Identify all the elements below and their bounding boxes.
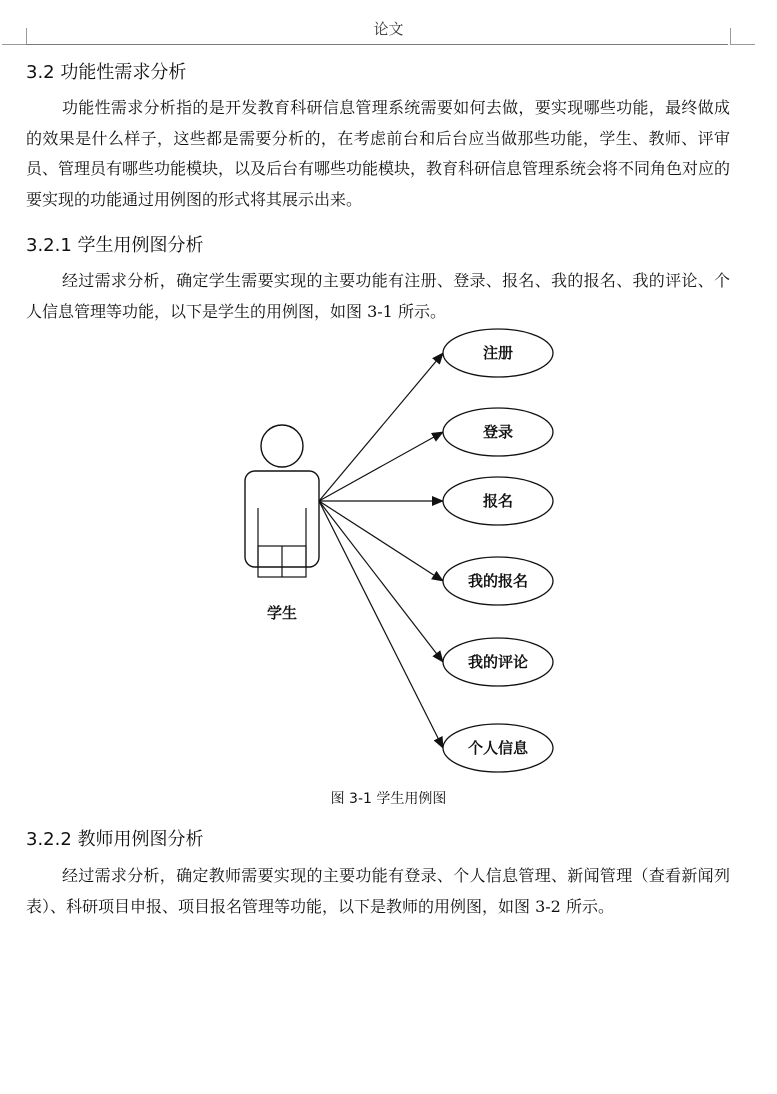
- section-heading-3-2: 3.2 功能性需求分析: [26, 62, 187, 83]
- section-body-3-2: 功能性需求分析指的是开发教育科研信息管理系统需要如何去做，要实现哪些功能，最终做成的效果是什么样子，这些都是需要分析的，在考虑前台和后台应当做那些功能，学生、教师、评审员、管理员有哪些功能模块，以及后台有哪些功能模块，教育科研信息管理系统会将不同角色对应的要实现的功能通过用例图的形式将其展示出来。: [26, 98, 731, 209]
- section-body-3-2-1: 经过需求分析，确定学生需要实现的主要功能有注册、登录、报名、我的报名、我的评论、个人信息管理等功能，以下是学生的用例图，如图 3-1 所示。: [26, 271, 730, 321]
- use-case-label: 注册: [482, 344, 514, 362]
- use-case-group: [319, 329, 553, 772]
- section-heading-3-2-1: 3.2.1 学生用例图分析: [26, 235, 204, 256]
- association-arrow: [319, 353, 443, 501]
- actor-head: [261, 425, 303, 467]
- use-case-label: 报名: [482, 492, 514, 510]
- actor-figure: [245, 425, 319, 577]
- association-arrow: [319, 501, 443, 748]
- association-arrow: [319, 501, 443, 581]
- use-case-label: 个人信息: [467, 739, 529, 757]
- header-rule: [26, 44, 728, 45]
- section-body-3-2-2: 经过需求分析，确定教师需要实现的主要功能有登录、个人信息管理、新闻管理（查看新闻列表）、科研项目申报、项目报名管理等功能，以下是教师的用例图，如图 3-2 所示。: [26, 866, 730, 916]
- figure-caption: 图 3-1 学生用例图: [330, 791, 447, 807]
- use-case-label: 登录: [482, 423, 514, 441]
- association-arrow: [319, 501, 443, 662]
- section-heading-3-2-2: 3.2.2 教师用例图分析: [26, 829, 204, 850]
- actor-label: 学生: [266, 604, 298, 622]
- page-header-title: 论文: [373, 20, 404, 38]
- association-arrow: [319, 432, 443, 501]
- margin-corner-mark-left: [2, 28, 27, 45]
- student-use-case-diagram: [0, 320, 777, 785]
- margin-corner-mark-right: [730, 28, 755, 45]
- use-case-label: 我的报名: [467, 572, 529, 590]
- use-case-label: 我的评论: [467, 653, 529, 671]
